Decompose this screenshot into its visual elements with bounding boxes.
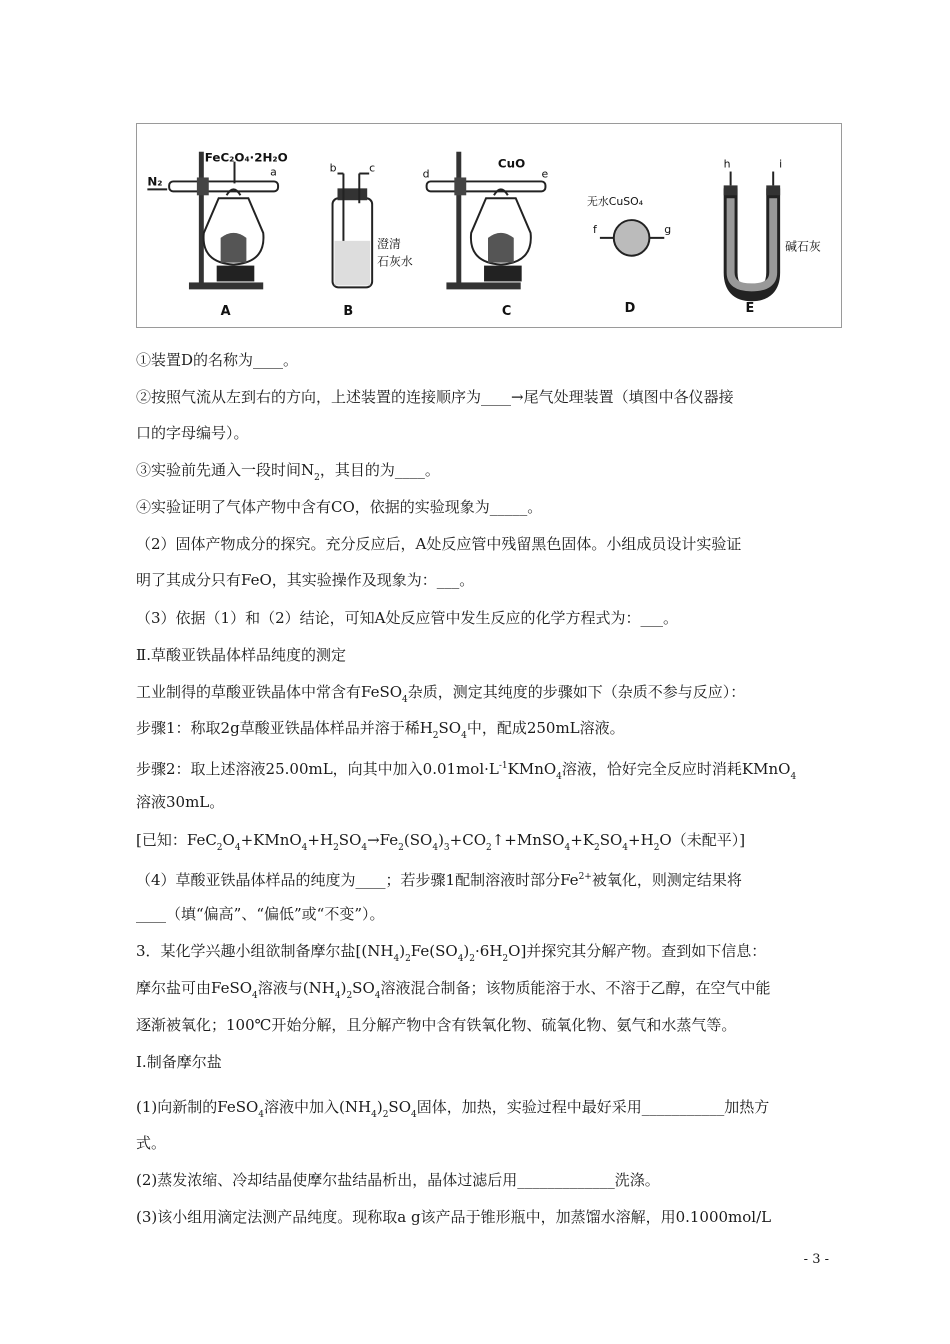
sub-question-1-cont: 式。 xyxy=(136,1134,167,1152)
question-2: ②按照气流从左到右的方向，上述装置的连接顺序为____→尾气处理装置（填图中各仪器接 xyxy=(136,388,734,406)
apparatus-figure xyxy=(136,123,842,328)
reagent-e-label: 碱石灰 xyxy=(785,239,821,254)
known-equation: [已知：$FeC_2O_4+KMnO_4+H_2SO_4\to Fe_2(SO_4)_3+CO_2↑+MnSO_4+K_2SO_4+H_2O$（未配平）] xyxy=(136,831,746,853)
sub-question-1: (1)向新制的FeSO$_4$溶液中加入$(NH_4)_2SO_4$固体，加热，实验过程中最好采用___________加热方 xyxy=(136,1098,770,1120)
question-1: ①装置D的名称为____。 xyxy=(136,351,299,369)
apparatus-c xyxy=(427,152,549,290)
reagent-d-label: 无水CuSO₄ xyxy=(587,195,644,209)
sub-question-3: (3)该小组用滴定法测产品纯度。现称取a g该产品于锥形瓶中，加蒸馏水溶解，用0.1000mol/L xyxy=(136,1208,772,1226)
section-2-heading: Ⅱ.草酸亚铁晶体样品纯度的测定 xyxy=(136,646,346,664)
apparatus-a-label: A xyxy=(220,304,231,320)
part-4-line2: ____（填“偏高”、“偏低”或“不变”）。 xyxy=(136,905,385,923)
reagent-a-label: FeC₂O₄·2H₂O xyxy=(204,150,288,165)
apparatus-d xyxy=(600,220,664,256)
info-line2: 逐渐被氧化；100℃开始分解，且分解产物中含有铁氧化物、硫氧化物、氨气和水蒸气等。 xyxy=(136,1016,737,1034)
step-2-cont: 溶液30mL。 xyxy=(136,793,225,811)
apparatus-b xyxy=(333,174,373,288)
port-i-label: i xyxy=(779,157,783,171)
sub-question-2: (2)蒸发浓缩、冷却结晶使摩尔盐结晶析出，晶体过滤后用_____________洗涤。 xyxy=(136,1171,660,1189)
port-e-label: e xyxy=(541,167,549,181)
apparatus-b-label: B xyxy=(343,304,354,320)
section-2-intro: 工业制得的草酸亚铁晶体中常含有FeSO$_4$杂质，测定其纯度的步骤如下（杂质不参与反应）： xyxy=(136,683,746,705)
step-1: 步骤1：称取2g草酸亚铁晶体样品并溶于稀$H_2SO_4$中，配成250mL溶液。 xyxy=(136,719,625,741)
port-d-label: d xyxy=(422,167,430,181)
info-line1: 摩尔盐可由FeSO$_4$溶液与$(NH_4)_2SO_4$溶液混合制备；该物质能溶于水、不溶于乙醇，在空气中能 xyxy=(136,979,771,1001)
reagent-c-label: CuO xyxy=(497,156,526,171)
part-2-line2: 明了其成分只有FeO，其实验操作及现象为：___。 xyxy=(136,571,475,589)
apparatus-c-label: C xyxy=(501,304,512,320)
question-2-cont: 口的字母编号）。 xyxy=(136,424,249,442)
port-g-label: g xyxy=(664,222,672,236)
question-3-title: 3．某化学兴趣小组欲制备摩尔盐$[(NH_4)_2Fe(SO_4)_2\cdot 6H_2O]$并探究其分解产物。查到如下信息： xyxy=(136,942,767,964)
port-a-label: a xyxy=(270,165,277,179)
section-3-heading: I.制备摩尔盐 xyxy=(136,1053,222,1071)
part-4-line1: （4）草酸亚铁晶体样品的纯度为____；若步骤1配制溶液时部分$Fe^{2+}$被氧化，则测定结果将 xyxy=(136,871,742,889)
question-3: ③实验前先通入一段时间$N_2$，其目的为____。 xyxy=(136,461,440,483)
apparatus-diagram xyxy=(137,124,841,327)
apparatus-a xyxy=(169,152,278,290)
question-4: ④实验证明了气体产物中含有CO，依据的实验现象为_____。 xyxy=(136,498,543,516)
apparatus-d-label: D xyxy=(624,301,636,317)
page-number: - 3 - xyxy=(803,1252,829,1267)
n2-label: N₂ xyxy=(147,174,163,189)
port-h-label: h xyxy=(723,157,731,171)
apparatus-e xyxy=(724,172,780,295)
port-f-label: f xyxy=(592,222,597,236)
part-2-line1: （2）固体产物成分的探究。充分反应后，A处反应管中残留黑色固体。小组成员设计实验证 xyxy=(136,535,742,553)
apparatus-e-label: E xyxy=(745,301,755,317)
b-reagent-line1: 澄清 xyxy=(377,236,401,251)
part-3: （3）依据（1）和（2）结论，可知A处反应管中发生反应的化学方程式为：___。 xyxy=(136,609,678,627)
b-reagent-line2: 石灰水 xyxy=(377,254,413,269)
port-b-label: b xyxy=(329,161,337,175)
step-2: 步骤2：取上述溶液25.00mL，向其中加入$0.01mol\cdot L^{-1}KMnO_4$溶液，恰好完全反应时消耗KMnO$_4$ xyxy=(136,760,797,782)
port-c-label: c xyxy=(369,161,376,175)
